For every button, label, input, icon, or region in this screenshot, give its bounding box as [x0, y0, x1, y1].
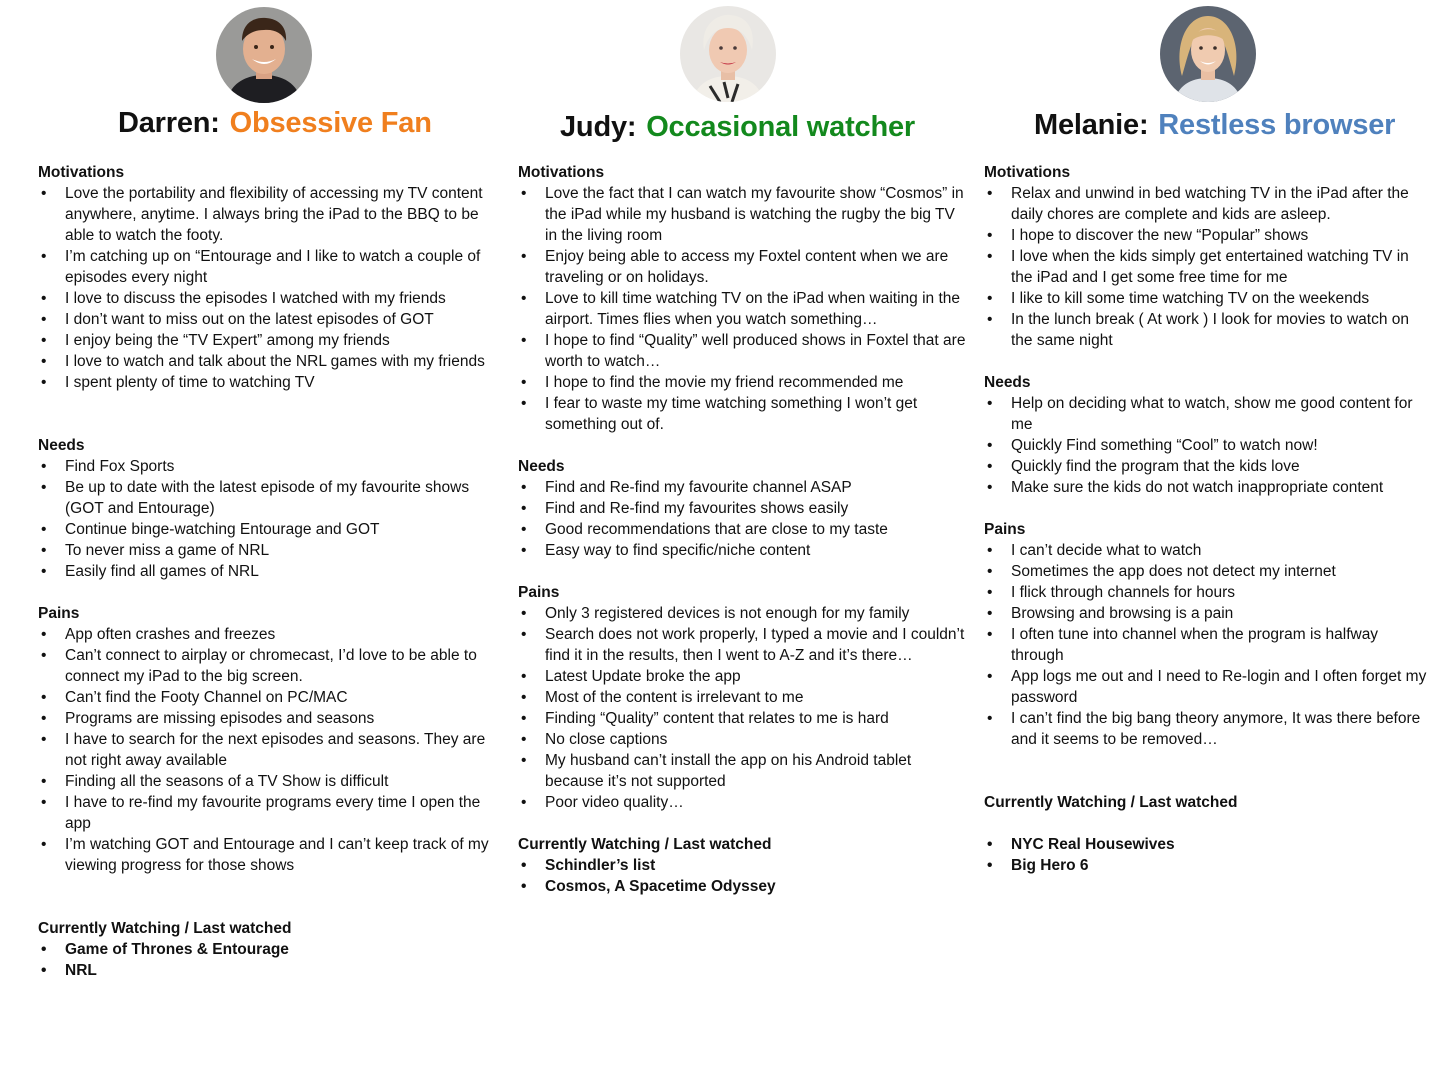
list-item: • I hope to find the movie my friend recommended me	[518, 372, 968, 393]
watching-section	[518, 834, 968, 897]
list-item: • I enjoy being the “TV Expert” among my friends	[38, 330, 508, 351]
list-item: • I often tune into channel when the program is halfway through	[984, 624, 1429, 666]
melanie-photo	[1160, 6, 1256, 102]
list-item: • Only 3 registered devices is not enough for my family	[518, 603, 968, 624]
watching-list	[38, 939, 508, 981]
list-item: • To never miss a game of NRL	[38, 540, 508, 561]
list-item: • Search does not work properly, I typed a movie and I couldn’t find it in the results, then I went to A-Z and it’s there…	[518, 624, 968, 666]
list-item: • I like to kill some time watching TV on the weekends	[984, 288, 1429, 309]
persona-name: Judy:	[560, 111, 637, 143]
list-item: • I love when the kids simply get entertained watching TV in the iPad and I get some free time for me	[984, 246, 1429, 288]
list-item: • Schindler’s list	[518, 855, 968, 876]
list-item: • Help on deciding what to watch, show me good content for me	[984, 393, 1429, 435]
needs-section	[38, 435, 508, 582]
judy-avatar	[680, 6, 776, 102]
needs-section	[518, 456, 968, 561]
list-item: • Find and Re-find my favourite channel ASAP	[518, 477, 968, 498]
needs-list	[518, 477, 968, 561]
list-item: • Latest Update broke the app	[518, 666, 968, 687]
pains-list	[518, 603, 968, 813]
melanie-details	[984, 162, 1429, 876]
list-item: • Find and Re-find my favourites shows easily	[518, 498, 968, 519]
list-item: • I spent plenty of time to watching TV	[38, 372, 508, 393]
list-item: • Quickly find the program that the kids love	[984, 456, 1429, 477]
pains-section	[984, 519, 1429, 750]
list-item: • I love to discuss the episodes I watched with my friends	[38, 288, 508, 309]
list-item: • Quickly Find something “Cool” to watch now!	[984, 435, 1429, 456]
list-item: • NRL	[38, 960, 508, 981]
persona-role: Occasional watcher	[646, 111, 916, 143]
judy-persona-title	[560, 111, 915, 144]
list-item: • Finding all the seasons of a TV Show is difficult	[38, 771, 508, 792]
darren-details	[38, 162, 508, 981]
list-item: • I hope to discover the new “Popular” shows	[984, 225, 1429, 246]
list-item: • Be up to date with the latest episode of my favourite shows (GOT and Entourage)	[38, 477, 508, 519]
motivations-section	[38, 162, 508, 393]
list-item: • App logs me out and I need to Re-login and I often forget my password	[984, 666, 1429, 708]
section-heading: Needs	[38, 437, 85, 454]
section-heading: Motivations	[518, 164, 605, 181]
section-heading: Pains	[38, 605, 80, 622]
persona-name: Darren:	[118, 107, 220, 139]
needs-list	[38, 456, 508, 582]
list-item: • I fear to waste my time watching something I won’t get something out of.	[518, 393, 968, 435]
list-item: • Love the portability and flexibility of accessing my TV content anywhere, anytime. I always bring the iPad to the BBQ to be able to watch the footy.	[38, 183, 508, 246]
list-item: • Browsing and browsing is a pain	[984, 603, 1429, 624]
persona-name: Melanie:	[1034, 109, 1149, 141]
watching-list	[518, 855, 968, 897]
list-item: • Love the fact that I can watch my favourite show “Cosmos” in the iPad while my husband is watching the rugby the big TV in the living room	[518, 183, 968, 246]
list-item: • Make sure the kids do not watch inappropriate content	[984, 477, 1429, 498]
section-heading: Motivations	[984, 164, 1071, 181]
watching-section	[984, 792, 1429, 876]
list-item: • I’m watching GOT and Entourage and I can’t keep track of my viewing progress for those shows	[38, 834, 508, 876]
list-item: • My husband can’t install the app on his Android tablet because it’s not supported	[518, 750, 968, 792]
judy-details	[518, 162, 968, 897]
section-heading: Currently Watching / Last watched	[518, 836, 772, 853]
list-item: • Game of Thrones & Entourage	[38, 939, 508, 960]
motivations-list	[518, 183, 968, 435]
list-item: • I hope to find “Quality” well produced shows in Foxtel that are worth to watch…	[518, 330, 968, 372]
list-item: • I can’t find the big bang theory anymore, It was there before and it seems to be removed…	[984, 708, 1429, 750]
list-item: • I love to watch and talk about the NRL games with my friends	[38, 351, 508, 372]
list-item: • I flick through channels for hours	[984, 582, 1429, 603]
list-item: • Love to kill time watching TV on the iPad when waiting in the airport. Times flies when you watch something…	[518, 288, 968, 330]
section-heading: Pains	[518, 584, 560, 601]
motivations-section	[984, 162, 1429, 351]
darren-persona-title	[118, 107, 432, 140]
needs-list	[984, 393, 1429, 498]
list-item: • I don’t want to miss out on the latest episodes of GOT	[38, 309, 508, 330]
list-item: • No close captions	[518, 729, 968, 750]
list-item: • Continue binge-watching Entourage and GOT	[38, 519, 508, 540]
list-item: • Easy way to find specific/niche content	[518, 540, 968, 561]
melanie-avatar	[1160, 6, 1256, 102]
list-item: • Cosmos, A Spacetime Odyssey	[518, 876, 968, 897]
list-item: • Can’t find the Footy Channel on PC/MAC	[38, 687, 508, 708]
list-item: • Programs are missing episodes and seasons	[38, 708, 508, 729]
section-heading: Motivations	[38, 164, 125, 181]
needs-section	[984, 372, 1429, 498]
melanie-persona-title	[1034, 109, 1395, 142]
persona-role: Obsessive Fan	[229, 107, 432, 139]
list-item: • Find Fox Sports	[38, 456, 508, 477]
section-heading: Currently Watching / Last watched	[984, 794, 1238, 811]
judy-photo	[680, 6, 776, 102]
list-item: • Poor video quality…	[518, 792, 968, 813]
darren-photo	[216, 7, 312, 103]
pains-section	[518, 582, 968, 813]
list-item: • Most of the content is irrelevant to me	[518, 687, 968, 708]
pains-list	[984, 540, 1429, 750]
section-heading: Pains	[984, 521, 1026, 538]
list-item: • App often crashes and freezes	[38, 624, 508, 645]
section-heading: Needs	[984, 374, 1031, 391]
list-item: • Big Hero 6	[984, 855, 1429, 876]
list-item: • Finding “Quality” content that relates to me is hard	[518, 708, 968, 729]
motivations-section	[518, 162, 968, 435]
list-item: • Enjoy being able to access my Foxtel content when we are traveling or on holidays.	[518, 246, 968, 288]
list-item: • I can’t decide what to watch	[984, 540, 1429, 561]
list-item: • I’m catching up on “Entourage and I like to watch a couple of episodes every night	[38, 246, 508, 288]
list-item: • I have to re-find my favourite programs every time I open the app	[38, 792, 508, 834]
list-item: • Relax and unwind in bed watching TV in the iPad after the daily chores are complete and kids are asleep.	[984, 183, 1429, 225]
section-heading: Currently Watching / Last watched	[38, 920, 292, 937]
motivations-list	[984, 183, 1429, 351]
list-item: • In the lunch break ( At work ) I look for movies to watch on the same night	[984, 309, 1429, 351]
motivations-list	[38, 183, 508, 393]
list-item: • Good recommendations that are close to my taste	[518, 519, 968, 540]
pains-section	[38, 603, 508, 876]
pains-list	[38, 624, 508, 876]
persona-role: Restless browser	[1158, 109, 1396, 141]
list-item: • I have to search for the next episodes and seasons. They are not right away available	[38, 729, 508, 771]
list-item: • Sometimes the app does not detect my internet	[984, 561, 1429, 582]
list-item: • Easily find all games of NRL	[38, 561, 508, 582]
section-heading: Needs	[518, 458, 565, 475]
list-item: • NYC Real Housewives	[984, 834, 1429, 855]
watching-list	[984, 834, 1429, 876]
list-item: • Can’t connect to airplay or chromecast, I’d love to be able to connect my iPad to the big screen.	[38, 645, 508, 687]
darren-avatar	[216, 7, 312, 103]
watching-section	[38, 918, 508, 981]
